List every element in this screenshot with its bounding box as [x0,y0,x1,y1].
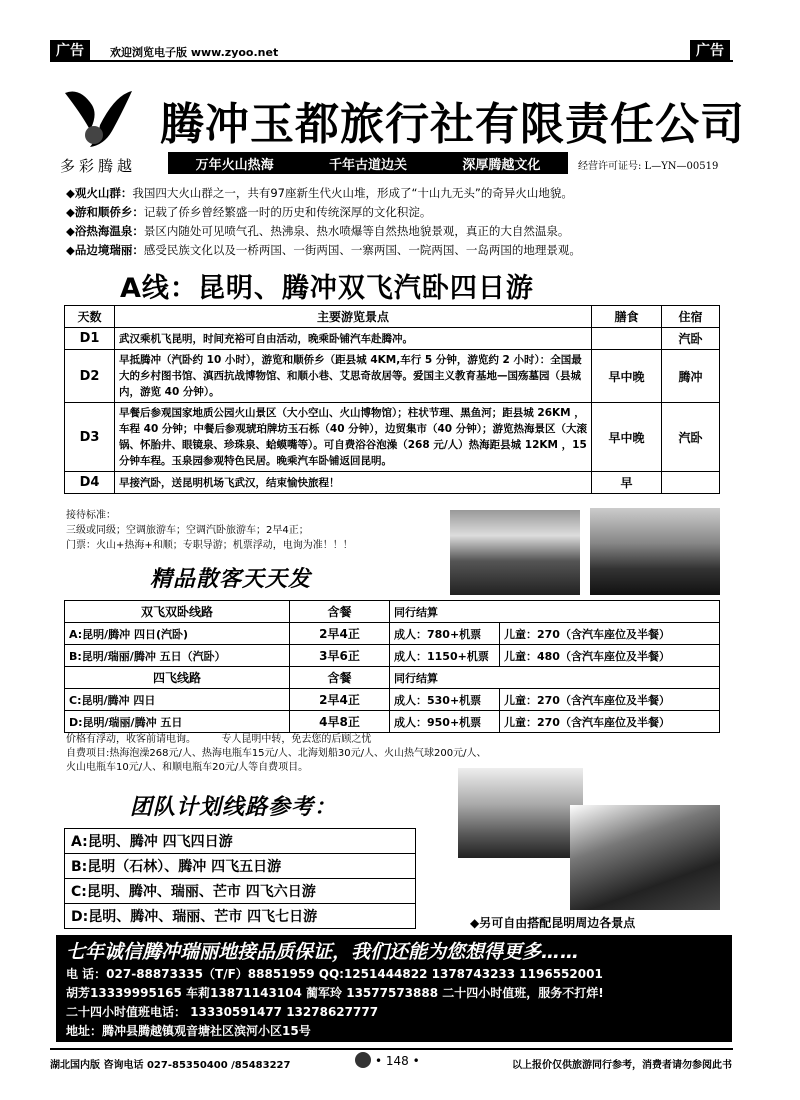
itinerary-table [64,305,720,494]
waterfall-photo [570,805,720,910]
slogan-item: 万年火山热海 [195,157,274,173]
feature-item: ◆游和顺侨乡：记载了侨乡曾经繁盛一时的历史和传统深厚的文化积淀。 [66,205,432,219]
ad-tag-right: 广告 [690,40,730,62]
scenery-photo [590,508,720,595]
col-header-meals: 膳食 [592,306,662,328]
slogan-item: 深厚腾越文化 [462,157,541,173]
bottom-right-text: 以上报价仅供旅游同行参考，消费者请勿参阅此书 [512,1060,732,1071]
table-row: D3 早餐后参观国家地质公园火山景区（大小空山、火山博物馆）；柱状节理、黑鱼河；距县城 26KM ，车程 40 分钟；中餐后参观琥珀牌坊玉石栎（40 分钟），边贸集市（40 分钟）；游览热海景区（大滚锅、怀胎井、眼镜泉、珍珠泉、蛤蟆嘴等）。可自费浴谷泡澡（268 元/人）热海距县城 12KM ，15 分钟车程。玉泉园参观特色民居。晚乘汽车卧铺返回昆明。 早中晚 汽卧 [65,403,720,472]
contact-lines: 电 话：027-88873335（T/F）88851959 QQ:1251444822 1378743233 1196552001 胡芳13339995165 车莉13871143104 蔺军玲 13577573888 二十四小时值班，服务不打烊! 二十四小时值班电话： 13330591477 13278627777 地址：腾冲县腾越镇观音塘社区滨河小区15号 [66,967,604,1038]
contact-title: 七年诚信腾冲瑞丽地接品质保证，我们还能为您想得更多…… [66,941,580,963]
list-item: B:昆明（石林）、腾冲 四飞五日游 [65,854,416,879]
table-row: A:昆明/腾冲 四日(汽卧) 2早4正 成人：780+机票 儿童：270（含汽车座位及半餐） [65,623,720,645]
route-a-title: A线：昆明、腾冲双飞汽卧四日游 [120,273,534,304]
group-banner: 团队计划线路参考： [130,795,338,820]
page-number: • 148 • [375,1054,420,1068]
col-header-day: 天数 [65,306,115,328]
license-number: 经营许可证号: L—YN—00519 [578,161,719,172]
table-row: D1 武汉乘机飞昆明，时间充裕可自由活动，晚乘卧铺汽车赴腾冲。 汽卧 [65,328,720,350]
slogan-bar [168,152,568,174]
feature-item: ◆品边境瑞丽：感受民族文化以及一桥两国、一街两国、一寨两国、一院两国、一岛两国的地理景观。 [66,243,581,257]
company-tagline: 多彩腾越 [60,157,137,175]
reception-standards: 接待标准： 三级或同级；空调旅游车；空调汽卧旅游车；2早4正； 门票：火山+热海+和顺；专职导游；机票浮动，电询为准！！！ [66,510,353,551]
extra-note: ◆另可自由搭配昆明周边各景点 [470,916,636,930]
table-row: B:昆明/瑞丽/腾冲 五日（汽卧） 3早6正 成人：1150+机票 儿童：480（含汽车座位及半餐） [65,645,720,667]
price-notes: 价格有浮动，收客前请电询。 专人昆明中转，免去您的后顾之忧 自费项目:热海泡澡268元/人、热海电瓶车15元/人、北海划船30元/人、火山热气球200元/人、 火山电瓶车10元/人、和顺电瓶车20元/人等自费项目。 [66,734,487,773]
features-list [66,184,726,260]
fares-banner: 精品散客天天发 [150,567,312,592]
bottom-left-text: 湖北国内版 咨询电话 027-85350400 /85483227 [50,1060,291,1071]
page-badge-icon [355,1052,371,1068]
temple-photo [458,768,583,858]
company-logo-icon [60,85,135,150]
list-item: D:昆明、腾冲、瑞丽、芒市 四飞七日游 [65,904,416,929]
col-header-sights: 主要游览景点 [115,306,592,328]
table-row: D2 早抵腾冲（汽卧约 10 小时），游览和顺侨乡（距县城 4KM,车行 5 分钟，游览约 2 小时）：全国最大的乡村图书馆、滇西抗战博物馆、和顺小巷、艾思奇故居等。爱国主义教育基地—国殇墓园（县城内，游览 40 分钟）。 早中晚 腾冲 [65,350,720,403]
slogan-item: 千年古道边关 [328,157,407,173]
feature-item: ◆浴热海温泉：景区内随处可见喷气孔、热沸泉、热水喷爆等自然热地貌景观，真正的大自然温泉。 [66,224,570,238]
welcome-text: 欢迎浏览电子版 www.zyoo.net [110,46,279,59]
list-item: C:昆明、腾冲、瑞丽、芒市 四飞六日游 [65,879,416,904]
fares-table: 双飞双卧线路 含餐 同行结算 A:昆明/腾冲 四日(汽卧) 2早4正 成人：780+机票 儿童：270（含汽车座位及半餐） B:昆明/瑞丽/腾冲 五日（汽卧） 3早6正 成人：1150+机票 儿童：480（含汽车座位及半餐） 四飞线路 含餐 同行结算 C:昆明/腾冲 四日 2早4正 成人：530+机票 儿童：270（含汽车座位及半餐） D:昆明/瑞丽/腾冲 五日 4早8正 成人：950+机票 儿童：270（含汽车座位及半餐） [64,600,720,733]
table-row: D4 早接汽卧，送昆明机场飞武汉，结束愉快旅程！ 早 [65,472,720,494]
table-row: C:昆明/腾冲 四日 2早4正 成人：530+机票 儿童：270（含汽车座位及半餐） [65,689,720,711]
table-row: D:昆明/瑞丽/腾冲 五日 4早8正 成人：950+机票 儿童：270（含汽车座位及半餐） [65,711,720,733]
group-routes-table [64,828,416,929]
col-header-stay: 住宿 [662,306,720,328]
list-item: A:昆明、腾冲 四飞四日游 [65,829,416,854]
scenery-photo [450,510,580,595]
ad-tag-left: 广告 [50,40,90,62]
company-name: 腾冲玉都旅行社有限责任公司 [160,99,745,150]
feature-item: ◆观火山群：我国四大火山群之一，共有97座新生代火山堆，形成了“十山九无头”的奇异火山地貌。 [66,186,573,200]
